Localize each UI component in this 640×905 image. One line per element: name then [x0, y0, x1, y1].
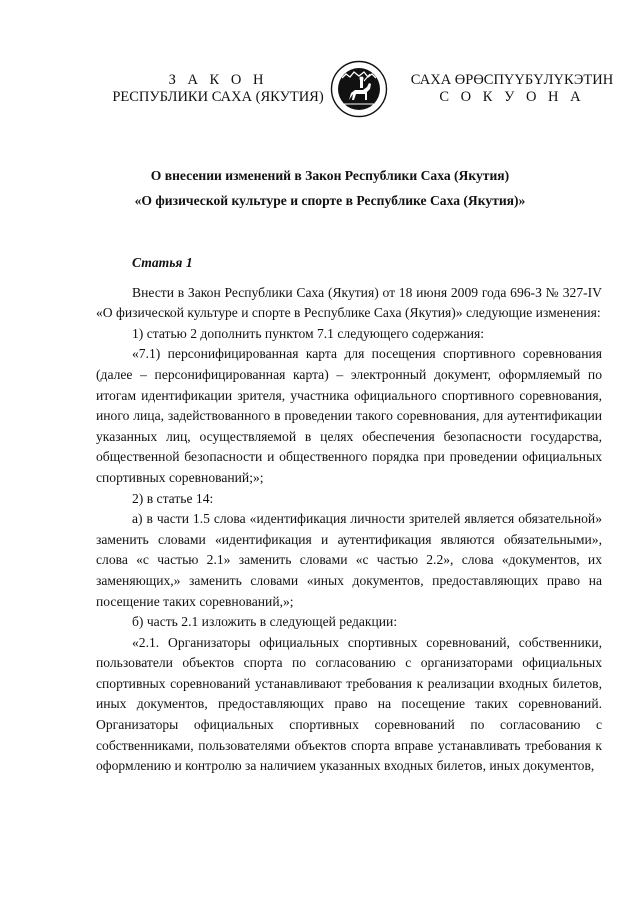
paragraph-5: а) в части 1.5 слова «идентификация личности зрителей является обязательной» заменить словами «идентификация и аутентификация являются обязательными», слова «с частью 2.1» заменить словами «с частью 2.2», слова «документов, их заменяющих,» заменить словами «иных документов, предоставляющих право на посещение таких соревнований,»; — [96, 511, 602, 609]
title-line-1: О внесении изменений в Закон Республики Саха (Якутия) — [150, 168, 510, 183]
coat-of-arms-emblem — [330, 60, 388, 118]
document-header — [0, 60, 640, 140]
document-body — [96, 253, 602, 777]
title-line-2: «О физической культуре и спорте в Республике Саха (Якутия)» — [134, 193, 526, 208]
header-left-republic: РЕСПУБЛИКИ САХА (ЯКУТИЯ) — [112, 89, 324, 105]
paragraph-3: «7.1) персонифицированная карта для посещения спортивного соревнования (далее – персонифицированная карта) – электронный документ, оформляемый по итогам идентификации зрителя, участника официального спортивного соревнования, иного лица, задействованного в проведении такого соревнования, для аутентификации указанных лиц, осуществляемой в целях обеспечения безопасности государства, общественной безопасности и общественного порядка при проведении официальных спортивных соревнований;»; — [96, 346, 602, 485]
paragraph-6: б) часть 2.1 изложить в следующей редакции: — [132, 614, 398, 630]
document-title — [60, 163, 600, 213]
article-heading: Статья 1 — [132, 255, 193, 270]
header-left — [108, 72, 328, 106]
paragraph-4: 2) в статье 14: — [132, 490, 214, 506]
paragraph-1: Внести в Закон Республики Саха (Якутия) от 18 июня 2009 года 696-З № 327-IV «О физической культуре и спорте в Республике Саха (Якутия)» следующие изменения: — [96, 284, 602, 321]
header-right-law: С О К У О Н А — [439, 89, 585, 105]
paragraph-7: «2.1. Организаторы официальных спортивных соревнований, собственники, пользователи объектов спорта по согласованию с организаторами официальных спортивных соревнований устанавливают требования к реализации входных билетов, иных документов, предоставляющих право на посещение таких соревнований. Организаторы официальных спортивных соревнований по согласованию с собственниками, пользователями объектов спорта вправе устанавливать требования к оформлению и контролю за наличием указанных входных билетов, иных документов, — [96, 634, 602, 774]
header-right-republic: САХА ӨРӨСПҮҮБҮЛҮКЭТИН — [410, 72, 614, 88]
header-left-law: З А К О Н — [168, 72, 268, 88]
paragraph-2: 1) статью 2 дополнить пунктом 7.1 следующего содержания: — [132, 325, 485, 341]
header-right — [402, 72, 622, 106]
